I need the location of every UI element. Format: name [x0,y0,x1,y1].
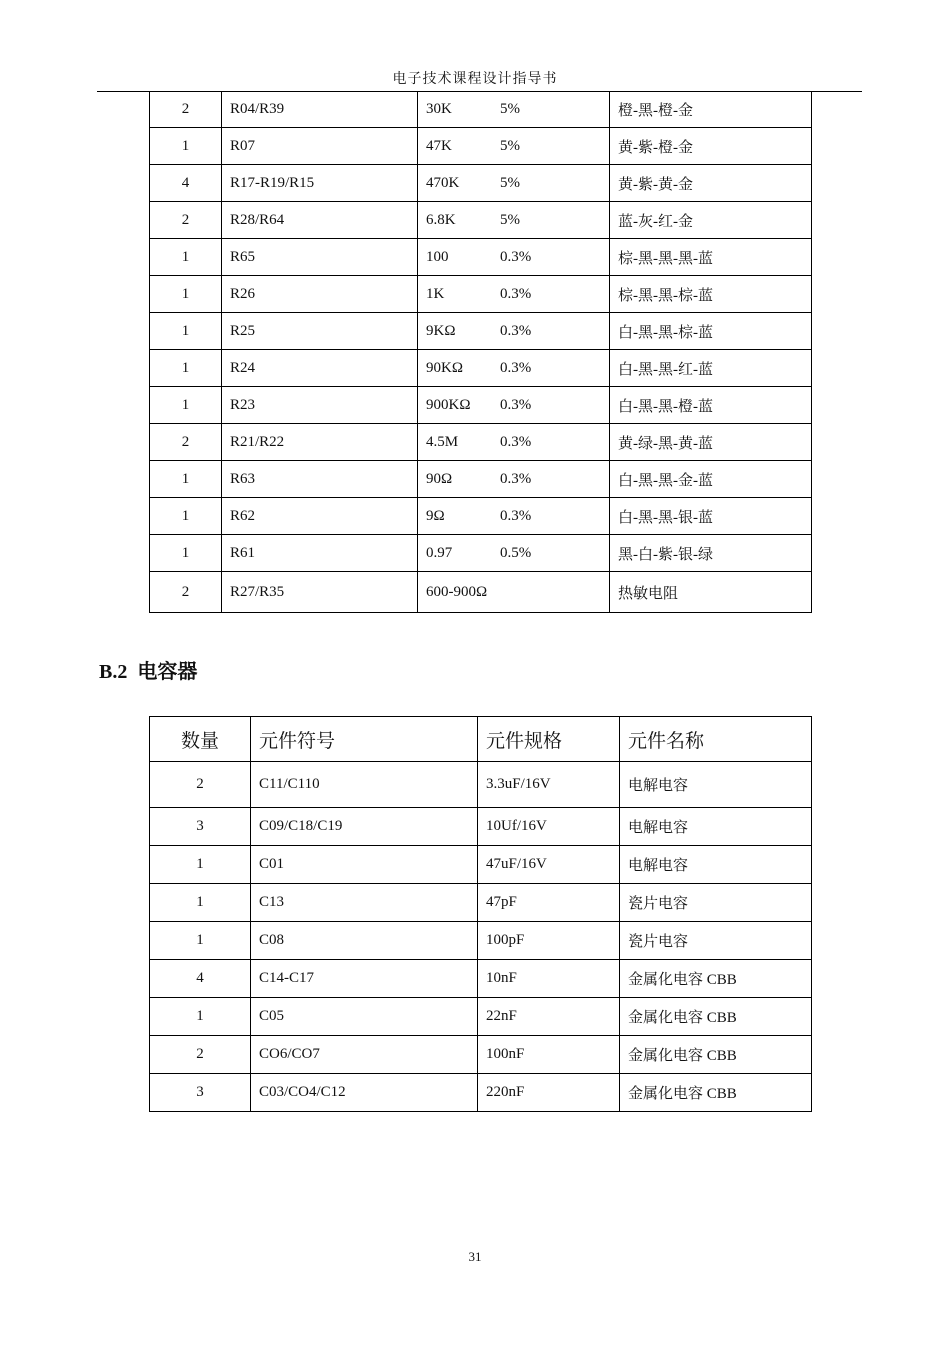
symbol-cell: R23 [222,387,418,424]
qty-cell: 3 [150,808,251,846]
spec-value: 100 [426,248,449,265]
spec-cell [418,91,610,128]
qty-cell: 1 [150,884,251,922]
qty-cell: 4 [150,165,222,202]
spec-tolerance: 0.5% [500,544,532,561]
spec-tolerance: 0.3% [500,396,532,413]
table-row [150,762,812,808]
symbol-cell: R04/R39 [222,91,418,128]
spec-cell [418,572,610,613]
spec-tolerance: 0.3% [500,359,532,376]
table-row [150,884,812,922]
symbol-cell: R25 [222,313,418,350]
spec-cell [418,202,610,239]
table-row [150,922,812,960]
section-number: B.2 [99,661,128,683]
spec-value: 900KΩ [426,396,471,413]
qty-cell: 2 [150,762,251,808]
table-header-row [150,717,812,762]
symbol-cell: R62 [222,498,418,535]
table-row [150,960,812,998]
qty-cell: 1 [150,276,222,313]
symbol-cell: C11/C110 [251,762,478,808]
table-row [150,313,812,350]
spec-tolerance: 5% [500,174,520,191]
symbol-cell: R21/R22 [222,424,418,461]
header-symbol: 元件符号 [251,717,478,762]
spec-cell [418,350,610,387]
color-code-cell: 热敏电阻 [610,572,812,613]
symbol-cell: R63 [222,461,418,498]
color-code-cell: 黄-紫-橙-金 [610,128,812,165]
header-spec: 元件规格 [478,717,620,762]
spec-value: 90Ω [426,470,453,487]
symbol-cell: R26 [222,276,418,313]
spec-cell: 100nF [478,1036,620,1074]
page-number: 31 [468,1249,482,1264]
symbol-cell: C13 [251,884,478,922]
spec-cell [418,313,610,350]
color-code-cell: 白-黑-黑-红-蓝 [610,350,812,387]
color-code-cell: 蓝-灰-红-金 [610,202,812,239]
spec-cell [418,535,610,572]
symbol-cell: C03/CO4/C12 [251,1074,478,1112]
spec-tolerance: 5% [500,211,520,228]
symbol-cell: R65 [222,239,418,276]
spec-cell: 10nF [478,960,620,998]
name-cell: 金属化电容 CBB [620,998,812,1036]
spec-cell [418,165,610,202]
qty-cell: 2 [150,424,222,461]
qty-cell: 2 [150,1036,251,1074]
page-header: 电子技术课程设计指导书 [392,72,558,87]
qty-cell: 2 [150,91,222,128]
table-row [150,998,812,1036]
color-code-cell: 白-黑-黑-橙-蓝 [610,387,812,424]
color-code-cell: 白-黑-黑-银-蓝 [610,498,812,535]
table-row [150,572,812,613]
table-row [150,424,812,461]
color-code-cell: 橙-黑-橙-金 [610,91,812,128]
symbol-cell: R17-R19/R15 [222,165,418,202]
spec-cell [418,498,610,535]
color-code-cell: 白-黑-黑-棕-蓝 [610,313,812,350]
color-code-cell: 白-黑-黑-金-蓝 [610,461,812,498]
table-row [150,91,812,128]
table-row [150,461,812,498]
name-cell: 电解电容 [620,808,812,846]
header-qty: 数量 [150,717,251,762]
color-code-cell: 黄-绿-黑-黄-蓝 [610,424,812,461]
qty-cell: 1 [150,498,222,535]
spec-value: 4.5M [426,433,459,450]
qty-cell: 1 [150,313,222,350]
spec-cell [418,461,610,498]
spec-value: 30K [426,100,452,117]
spec-cell [418,276,610,313]
spec-value: 47K [426,137,452,154]
qty-cell: 3 [150,1074,251,1112]
spec-value: 0.97 [426,544,453,561]
table-row [150,165,812,202]
spec-value: 6.8K [426,211,456,228]
symbol-cell: C01 [251,846,478,884]
header-name: 元件名称 [620,717,812,762]
spec-tolerance: 0.3% [500,470,532,487]
spec-cell: 3.3uF/16V [478,762,620,808]
name-cell: 金属化电容 CBB [620,1074,812,1112]
symbol-cell: R07 [222,128,418,165]
spec-cell [418,387,610,424]
table-row [150,498,812,535]
spec-tolerance: 0.3% [500,285,532,302]
qty-cell: 1 [150,846,251,884]
color-code-cell: 棕-黑-黑-棕-蓝 [610,276,812,313]
symbol-cell: C14-C17 [251,960,478,998]
qty-cell: 1 [150,922,251,960]
spec-cell: 47pF [478,884,620,922]
qty-cell: 2 [150,202,222,239]
qty-cell: 1 [150,239,222,276]
spec-tolerance: 0.3% [500,507,532,524]
spec-cell [418,128,610,165]
table-row [150,535,812,572]
name-cell: 瓷片电容 [620,922,812,960]
spec-tolerance: 0.3% [500,248,532,265]
qty-cell: 1 [150,535,222,572]
resistor-table [149,91,812,613]
spec-tolerance: 5% [500,137,520,154]
symbol-cell: R61 [222,535,418,572]
qty-cell: 2 [150,572,222,613]
section-heading [99,655,197,684]
symbol-cell: CO6/CO7 [251,1036,478,1074]
spec-value: 600-900Ω [426,583,488,600]
table-row [150,128,812,165]
spec-cell [418,424,610,461]
spec-value: 9Ω [426,507,445,524]
color-code-cell: 黄-紫-黄-金 [610,165,812,202]
symbol-cell: C08 [251,922,478,960]
qty-cell: 4 [150,960,251,998]
qty-cell: 1 [150,128,222,165]
name-cell: 金属化电容 CBB [620,1036,812,1074]
spec-tolerance: 0.3% [500,433,532,450]
spec-cell: 22nF [478,998,620,1036]
qty-cell: 1 [150,998,251,1036]
symbol-cell: C09/C18/C19 [251,808,478,846]
name-cell: 瓷片电容 [620,884,812,922]
table-row [150,808,812,846]
section-title: 电容器 [137,661,198,683]
table-row [150,387,812,424]
spec-cell: 10Uf/16V [478,808,620,846]
symbol-cell: R28/R64 [222,202,418,239]
name-cell: 电解电容 [620,846,812,884]
spec-cell: 47uF/16V [478,846,620,884]
qty-cell: 1 [150,350,222,387]
table-row [150,846,812,884]
spec-value: 1K [426,285,445,302]
table-row [150,202,812,239]
spec-cell: 220nF [478,1074,620,1112]
qty-cell: 1 [150,461,222,498]
table-row [150,350,812,387]
name-cell: 电解电容 [620,762,812,808]
spec-value: 90KΩ [426,359,463,376]
symbol-cell: R24 [222,350,418,387]
table-row [150,1036,812,1074]
table-row [150,239,812,276]
spec-cell [418,239,610,276]
table-row [150,276,812,313]
spec-cell: 100pF [478,922,620,960]
spec-tolerance: 5% [500,100,520,117]
spec-tolerance: 0.3% [500,322,532,339]
color-code-cell: 棕-黑-黑-黑-蓝 [610,239,812,276]
spec-value: 470K [426,174,460,191]
symbol-cell: C05 [251,998,478,1036]
qty-cell: 1 [150,387,222,424]
name-cell: 金属化电容 CBB [620,960,812,998]
color-code-cell: 黑-白-紫-银-绿 [610,535,812,572]
spec-value: 9KΩ [426,322,456,339]
symbol-cell: R27/R35 [222,572,418,613]
capacitor-table [149,716,812,1112]
table-row [150,1074,812,1112]
